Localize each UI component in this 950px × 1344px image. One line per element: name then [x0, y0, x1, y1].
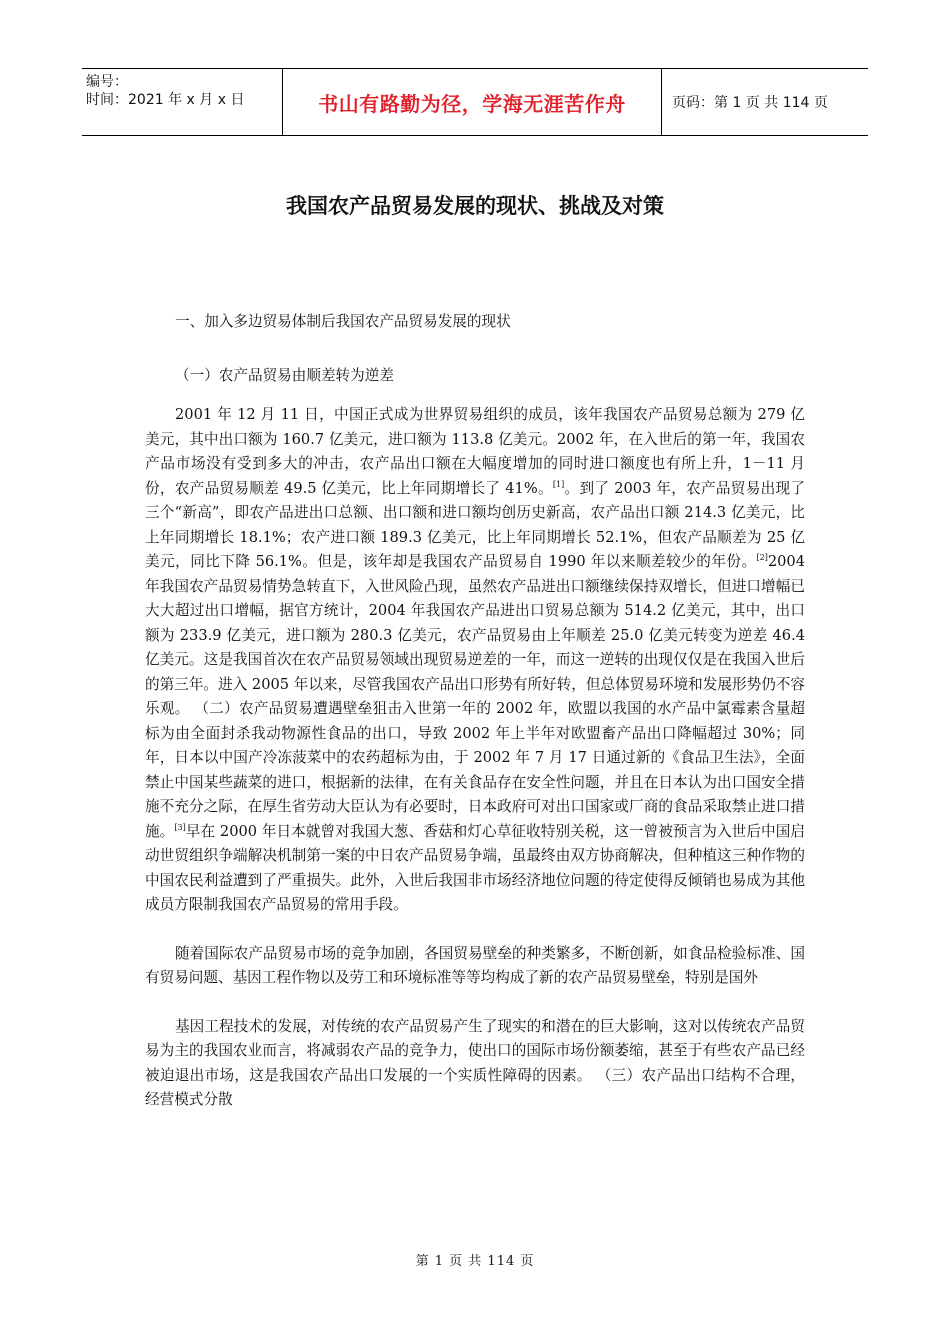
paragraph-1: [145, 403, 805, 918]
section-heading: 一、加入多边贸易体制后我国农产品贸易发展的现状: [175, 313, 511, 330]
citation-1: [1]: [552, 479, 565, 489]
document-title: 我国农产品贸易发展的现状、挑战及对策: [286, 194, 664, 218]
paragraph-1-part-3: 2004 年我国农产品贸易情势急转直下，入世风险凸现，虽然农产品进出口额继续保持双增长，但进口增幅已大大超过出口增幅，据官方统计，2004 年我国农产品进出口贸易总额为 514.2 亿美元，其中，出口额为 233.9 亿美元，进口额为 280.3 亿美元，农产品贸易由上年顺差 25.0 亿美元转变为逆差 46.4 亿美元。这是我国首次在农产品贸易领域出现贸易逆差的一年，而这一逆转的出现仅仅是在我国入世后的第三年。进入 2005 年以来，尽管我国农产品出口形势有所好转，但总体贸易环境和发展形势仍不容乐观。 （二）农产品贸易遭遇壁垒狙击入世第一年的 2002 年，欧盟以我国的水产品中氯霉素含量超标为由全面封杀我动物源性食品的出口，导致 2002 年上半年对欧盟畜产品出口降幅超过 30%；同年，日本以中国产冷冻菠菜中的农药超标为由，于 2002 年 7 月 17 日通过新的《食品卫生法》，全面禁止中国某些蔬菜的进口，根据新的法律，在有关食品存在安全性问题，并且在日本认为出口国安全措施不充分之际，在厚生省劳动大臣认为有必要时，日本政府可对出口国家或厂商的食品采取禁止进口措施。: [145, 553, 805, 840]
page-header: [82, 68, 868, 136]
paragraph-1-part-4: 早在 2000 年日本就曾对我国大葱、香菇和灯心草征收特别关税，这一曾被预言为入世后中国启动世贸组织争端解决机制第一案的中日农产品贸易争端，虽最终由双方协商解决，但种植这三种作物的中国农民利益遭到了严重损失。此外，入世后我国非市场经济地位问题的待定使得反倾销也易成为其他成员方限制我国农产品贸易的常用手段。: [145, 822, 805, 913]
paragraph-3: 基因工程技术的发展，对传统的农产品贸易产生了现实的和潜在的巨大影响，这对以传统农产品贸易为主的我国农业而言，将减弱农产品的竞争力，使出口的国际市场份额萎缩，甚至于有些农产品已经被迫退出市场，这是我国农产品出口发展的一个实质性障碍的因素。 （三）农产品出口结构不合理，经营模式分散: [145, 1017, 805, 1108]
page-footer: 第 1 页 共 114 页: [415, 1254, 535, 1269]
sub-heading: （一）农产品贸易由顺差转为逆差: [175, 366, 394, 384]
time-label: 时间：2021 年 x 月 x 日: [86, 92, 245, 108]
paragraph-1-part-2: 。到了 2003 年，农产品贸易出现了三个“新高”，即农产品进出口总额、出口额和进口额均创历史新高，农产品出口额 214.3 亿美元，比上年同期增长 18.1%；农产进口额 189.3 亿美元，比上年同期增长 52.1%，但农产品顺差为 25 亿美元，同比下降 56.1%。但是，该年却是我国农产品贸易自 1990 年以来顺差较少的年份。: [145, 479, 805, 570]
header-motto: 书山有路勤为径，学海无涯苦作舟: [282, 69, 662, 135]
paragraph-1-part-1: 2001 年 12 月 11 日，中国正式成为世界贸易组织的成员，该年我国农产品贸易总额为 279 亿美元，其中出口额为 160.7 亿美元，进口额为 113.8 亿美元。2002 年，在入世后的第一年，我国农产品市场没有受到多大的冲击，农产品出口额在大幅度增加的同时进口额度也有所上升，1－11 月份，农产品贸易顺差 49.5 亿美元，比上年同期增长了 41%。: [145, 406, 805, 497]
citation-3: [3]: [174, 822, 186, 832]
paragraph-2: 随着国际农产品贸易市场的竞争加剧，各国贸易壁垒的种类繁多，不断创新，如食品检验标准、国有贸易问题、基因工程作物以及劳工和环境标准等等均构成了新的农产品贸易壁垒，特别是国外: [145, 944, 805, 986]
citation-2: [2]: [756, 553, 768, 563]
number-label: 编号：: [86, 74, 128, 90]
header-page-label: 页码：第 1 页 共 114 页: [672, 95, 828, 111]
header-meta: [82, 69, 282, 135]
document-body: [145, 310, 805, 1137]
